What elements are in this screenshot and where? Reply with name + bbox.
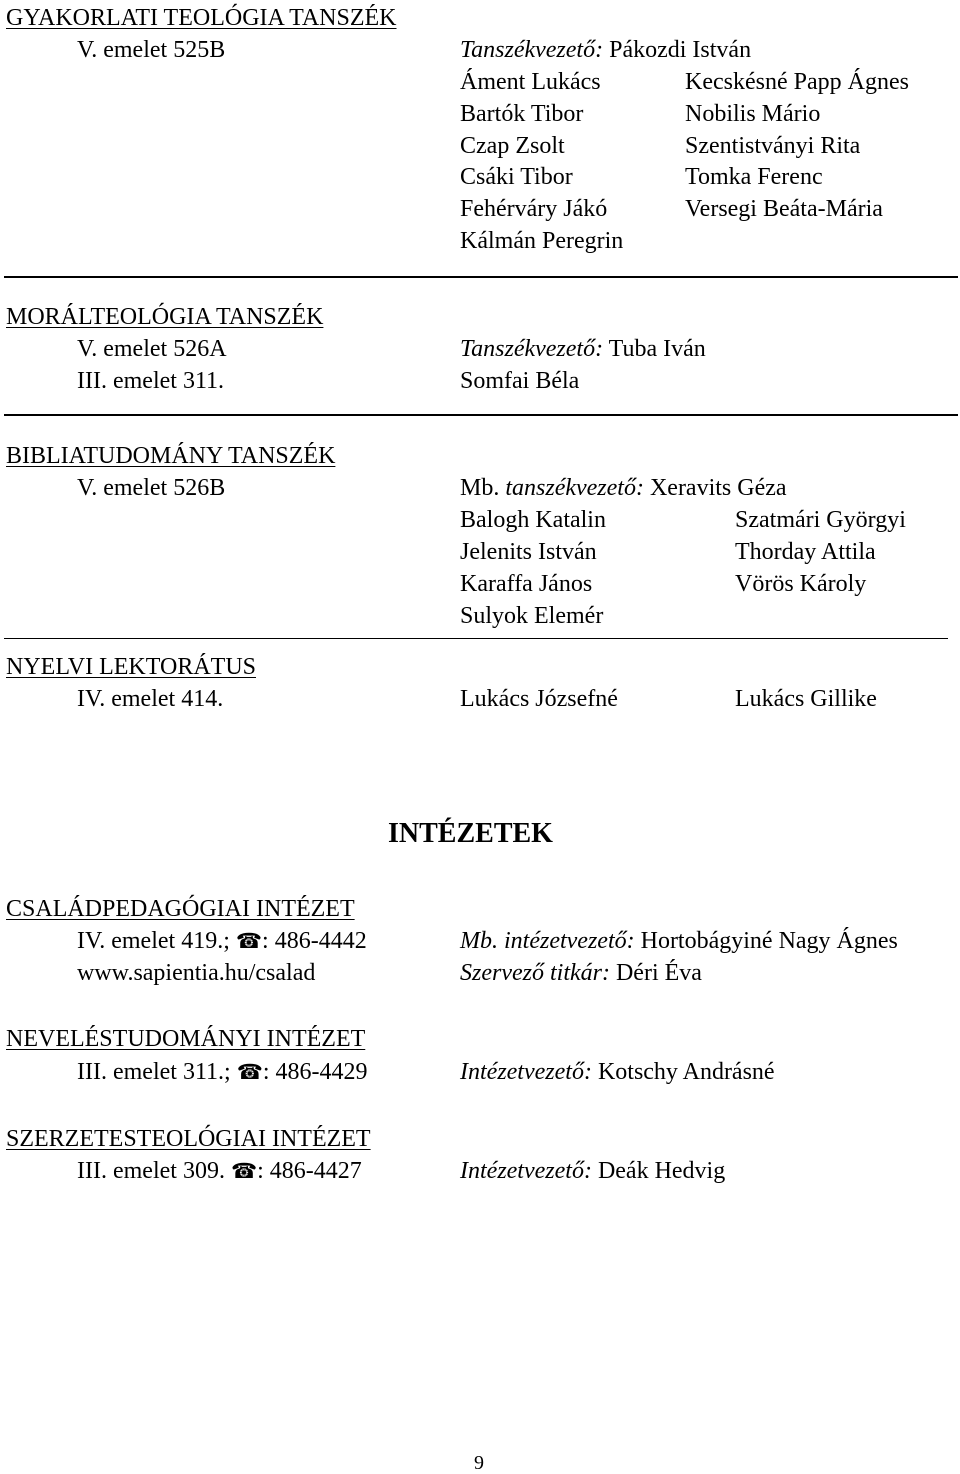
secretary-role: Szervező titkár: [460, 960, 610, 986]
section-title-biblia: BIBLIATUDOMÁNY TANSZÉK [6, 443, 336, 469]
head-name: Hortobágyiné Nagy Ágnes [640, 928, 898, 954]
section-divider [4, 414, 958, 416]
contact-szerzetes [77, 1159, 362, 1183]
member-right: Thorday Attila [735, 539, 876, 565]
room-biblia: V. emelet 526B [77, 475, 226, 501]
telephone-icon: ☎ [235, 929, 263, 953]
head-role: Tanszékvezető: [460, 37, 604, 63]
phone-number: : 486-4429 [262, 1059, 368, 1085]
page-heading-intezetek: INTÉZETEK [388, 818, 553, 849]
page-number: 9 [474, 1452, 484, 1474]
secretary-name: Déri Éva [615, 960, 702, 986]
member-left: Csáki Tibor [460, 164, 573, 190]
section-title-nyelvi: NYELVI LEKTORÁTUS [6, 654, 256, 680]
member: Lukács Józsefné [460, 686, 618, 712]
telephone-icon: ☎ [230, 1159, 258, 1183]
section-title-csalad: CSALÁDPEDAGÓGIAI INTÉZET [6, 896, 355, 922]
phone-number: : 486-4442 [262, 928, 367, 954]
head-name: Tuba Iván [608, 336, 706, 362]
member-right: Tomka Ferenc [685, 164, 823, 190]
member-right: Versegi Beáta-Mária [685, 196, 883, 222]
member-left: Czap Zsolt [460, 133, 565, 159]
room: III. emelet 311.; [77, 1059, 231, 1085]
member-left: Kálmán Peregrin [460, 228, 624, 254]
member-right: Vörös Károly [735, 571, 867, 597]
contact-csalad [77, 929, 367, 953]
head-neveles [460, 1060, 775, 1084]
phone-number: : 486-4427 [257, 1158, 362, 1184]
member-left: Sulyok Elemér [460, 603, 604, 629]
section-title-neveles: NEVELÉSTUDOMÁNYI INTÉZET [6, 1026, 366, 1052]
head-csalad [460, 929, 898, 953]
member-left: Áment Lukács [460, 69, 601, 95]
head-role: Tanszékvezető: [460, 336, 604, 362]
room: IV. emelet 419.; [77, 928, 230, 954]
member-right: Szentistványi Rita [685, 133, 861, 159]
section-divider [4, 638, 948, 639]
telephone-icon: ☎ [236, 1060, 263, 1084]
section-title-szerzetes: SZERZETESTEOLÓGIAI INTÉZET [6, 1126, 371, 1152]
head-biblia [460, 476, 787, 500]
member-right: Szatmári Györgyi [735, 507, 906, 533]
head-gyakorlati [460, 38, 751, 62]
head-name: Deák Hedvig [597, 1158, 726, 1184]
head-role: Intézetvezető: [460, 1158, 592, 1184]
room: III. emelet 309. [77, 1158, 225, 1184]
head-prefix: Mb. [460, 475, 500, 501]
member-left: Jelenits István [460, 539, 597, 565]
member-left: Fehérváry Jákó [460, 196, 608, 222]
member: Somfai Béla [460, 368, 580, 394]
section-title-moral: MORÁLTEOLÓGIA TANSZÉK [6, 304, 324, 330]
contact-neveles [77, 1060, 368, 1084]
head-role: tanszékvezető: [505, 475, 644, 501]
member-left: Bartók Tibor [460, 101, 584, 127]
secretary-csalad [460, 961, 702, 985]
head-name: Pákozdi István [609, 37, 752, 63]
head-role: Intézetvezető: [460, 1059, 592, 1085]
member-right: Nobilis Mário [685, 101, 821, 127]
room-moral-2: III. emelet 311. [77, 368, 225, 394]
website-link[interactable]: www.sapientia.hu/csalad [77, 960, 316, 986]
head-name: Xeravits Géza [649, 475, 787, 501]
section-title-gyakorlati: GYAKORLATI TEOLÓGIA TANSZÉK [6, 5, 397, 31]
member-left: Balogh Katalin [460, 507, 606, 533]
head-name: Kotschy Andrásné [597, 1059, 775, 1085]
room-moral-1: V. emelet 526A [77, 336, 227, 362]
room-gyakorlati: V. emelet 525B [77, 37, 226, 63]
member-right: Kecskésné Papp Ágnes [685, 69, 909, 95]
member: Lukács Gillike [735, 686, 877, 712]
head-role: Mb. intézetvezető: [460, 928, 635, 954]
head-szerzetes [460, 1159, 725, 1183]
member-left: Karaffa János [460, 571, 593, 597]
room-nyelvi: IV. emelet 414. [77, 686, 224, 712]
section-divider [4, 276, 958, 278]
head-moral [460, 337, 706, 361]
